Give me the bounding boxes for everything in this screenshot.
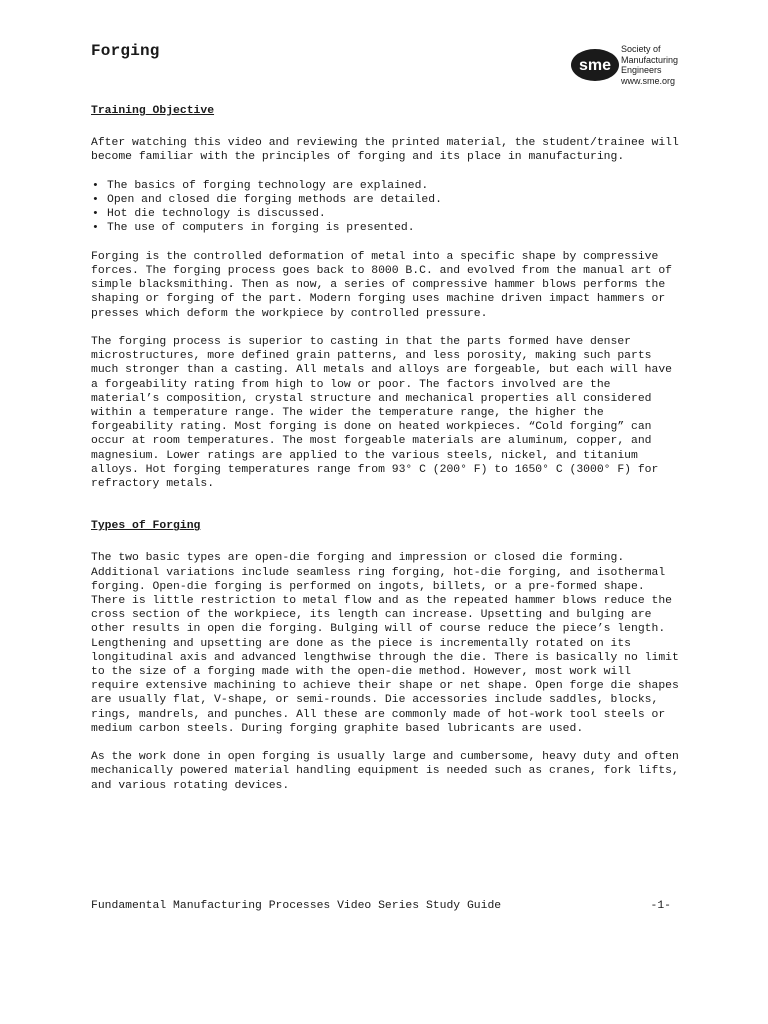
page-number: -1- <box>650 900 671 912</box>
logo-line: Engineers <box>621 65 662 75</box>
sme-logo-mark <box>570 48 620 82</box>
document-body <box>91 104 681 807</box>
sme-logo-text <box>621 44 678 86</box>
logo-line: Manufacturing <box>621 54 679 65</box>
intro-paragraph: After watching this video and reviewing the printed material, the student/trainee will become familiar with the principles of forging and its place in manufacturing. <box>91 137 679 164</box>
body-paragraph: Forging is the controlled deformation of metal into a specific shape by compressive forces. The forging process goes back to 8000 B.C. and evolved from the manual art of simple blacksmithing. Then as now, a series of compressive hammer blows performs the shaping or forging of the part. Modern forging uses machine driven impact hammers or presses which deform the workpiece by controlled pressure. <box>91 250 673 320</box>
page-title: Forging <box>91 42 160 60</box>
section-heading-training-objective: Training Objective <box>91 105 215 117</box>
logo-url: www.sme.org <box>621 75 676 86</box>
objectives-list <box>91 179 681 236</box>
list-item: • Hot die technology is discussed. <box>91 207 681 221</box>
footer-text: Fundamental Manufacturing Processes Video Series Study Guide <box>91 900 502 912</box>
body-paragraph: The two basic types are open-die forging and impression or closed die forming. Additional variations include seamless ring forging, hot-die forging, and isothermal forging. Open-die forging is performed on ingots, billets, or a pre-formed shape. There is little restriction to metal flow and as the repeated hammer blows reduce the cross section of the workpiece, its length can increase. Upsetting and bulging are other results in open die forging. Bulging will of course reduce the piece’s length. Lengthening and upsetting are done as the piece is incrementally rotated on its longitudinal axis and advanced lengthwise through the die. There is basically no limit to the size of a forging made with the open-die method. However, most work will require extensive machining to achieve their shape or net shape. Open forge die shapes are usually flat, V-shape, or semi-rounds. Die accessories include saddles, blocks, rings, mandrels, and punches. All these are commonly made of hot-work tool steels or medium carbon steels. During forging graphite based lubricants are used. <box>91 552 679 735</box>
sme-logo <box>570 44 690 90</box>
body-paragraph: The forging process is superior to casting in that the parts formed have denser microstructures, more defined grain patterns, and less porosity, making such parts much stronger than a casting. All metals and alloys are forgeable, but each will have a forgeability rating from high to low or poor. The factors involved are the material’s composition, crystal structure and mechanical properties all considered within a temperature range. The wider the temperature range, the higher the forgeability rating. Most forging is done on heated workpieces. “Cold forging” can occur at room temperatures. The most forgeable materials are aluminum, copper, and magnesium. Lower ratings are applied to the various steels, nickel, and titanium alloys. Hot forging temperatures range from 93° C (200° F) to 1650° C (3000° F) for refractory metals. <box>91 336 673 491</box>
sme-logo-mark-text: sme <box>578 57 612 74</box>
page-footer <box>91 900 671 912</box>
list-item: • The use of computers in forging is presented. <box>91 221 681 235</box>
list-item: • Open and closed die forging methods are detailed. <box>91 193 681 207</box>
section-heading-types-of-forging: Types of Forging <box>91 520 201 533</box>
list-item: • The basics of forging technology are explained. <box>91 179 681 193</box>
body-paragraph: As the work done in open forging is usually large and cumbersome, heavy duty and often mechanically powered material handling equipment is needed such as cranes, fork lifts, and various rotating devices. <box>91 751 679 792</box>
logo-line: Society of <box>621 44 661 54</box>
